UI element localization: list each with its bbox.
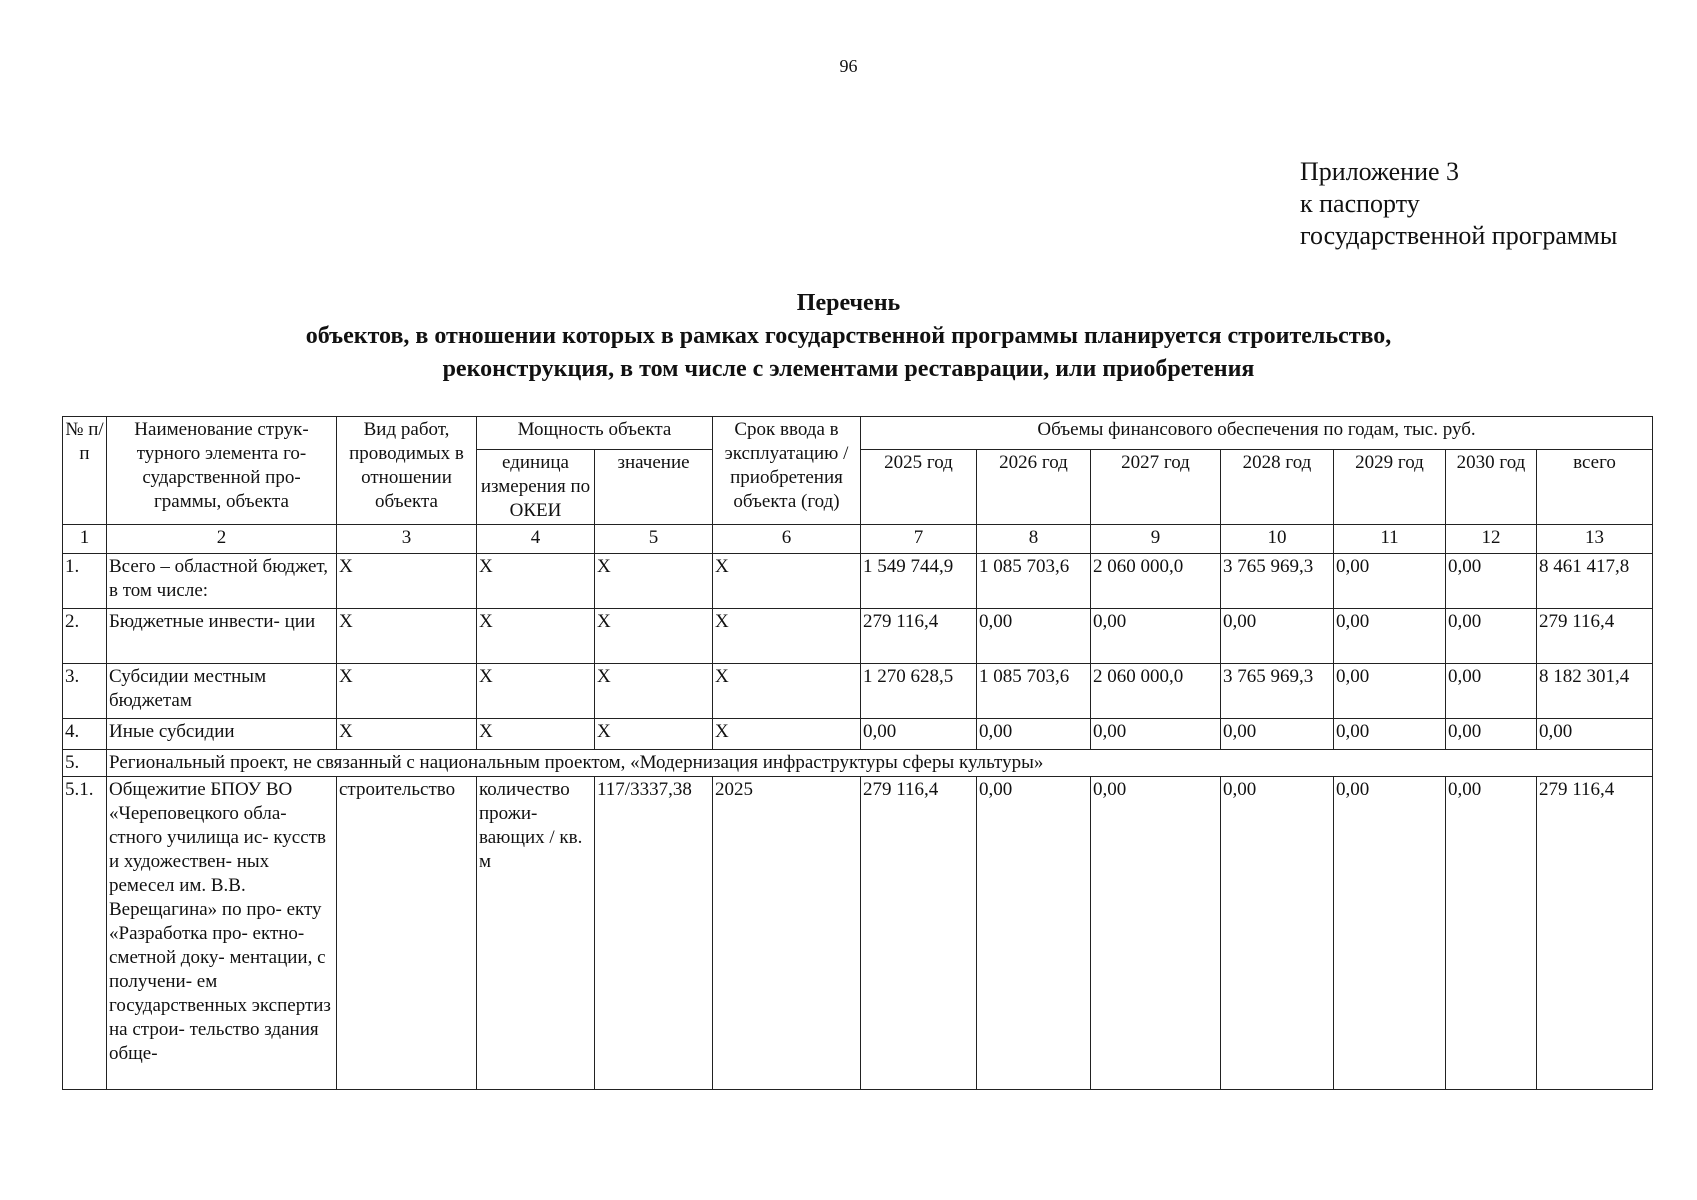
cell: X <box>477 554 595 609</box>
header-work-type: Вид работ, проводимых в отношении объекта <box>337 417 477 525</box>
cell-amount: 1 270 628,5 <box>861 664 977 719</box>
cell: X <box>595 554 713 609</box>
cell-no: 2. <box>63 609 107 664</box>
table-header-row <box>63 417 1653 450</box>
column-number: 10 <box>1221 525 1334 554</box>
header-2030: 2030 год <box>1446 450 1537 525</box>
cell-amount: 1 549 744,9 <box>861 554 977 609</box>
cell-no: 1. <box>63 554 107 609</box>
cell-no: 5. <box>63 750 107 777</box>
column-number: 4 <box>477 525 595 554</box>
header-2028: 2028 год <box>1221 450 1334 525</box>
cell-no: 4. <box>63 719 107 750</box>
table-row <box>63 609 1653 664</box>
cell-amount: 0,00 <box>1334 554 1446 609</box>
table-row <box>63 719 1653 750</box>
cell: X <box>595 664 713 719</box>
column-number: 5 <box>595 525 713 554</box>
cell-amount: 0,00 <box>977 609 1091 664</box>
cell-amount: 0,00 <box>1334 664 1446 719</box>
project-name: Региональный проект, не связанный с национальным проектом, «Модернизация инфраструктуры сферы культуры» <box>107 750 1653 777</box>
cell-amount: 8 182 301,4 <box>1537 664 1653 719</box>
column-numbers-row <box>63 525 1653 554</box>
cell-amount: 0,00 <box>1221 609 1334 664</box>
column-number: 7 <box>861 525 977 554</box>
cell-amount: 0,00 <box>1537 719 1653 750</box>
header-name: Наименование струк- турного элемента го- сударственной про- граммы, объекта <box>107 417 337 525</box>
title-line: Перечень <box>796 290 901 316</box>
appendix-line: к паспорту <box>1300 189 1420 218</box>
cell-amount: 0,00 <box>1446 664 1537 719</box>
header-2025: 2025 год <box>861 450 977 525</box>
cell-amount: 0,00 <box>1334 719 1446 750</box>
cell-amount: 2 060 000,0 <box>1091 554 1221 609</box>
object-name: Общежитие БПОУ ВО «Череповецкого обла- стного училища ис- кусств и художествен- ных ремесел им. В.В. Верещагина» по про- екту «Разработка про- ектно-сметной доку- ментации, с получени- ем государственных экспертиз на строи- тельство здания обще- <box>107 777 337 1090</box>
cell-amount: 0,00 <box>1446 609 1537 664</box>
cell: X <box>713 719 861 750</box>
header-2026: 2026 год <box>977 450 1091 525</box>
cell-work-type: строительство <box>337 777 477 1090</box>
cell: X <box>477 609 595 664</box>
column-number: 11 <box>1334 525 1446 554</box>
cell-term: 2025 <box>713 777 861 1090</box>
cell-amount: 279 116,4 <box>1537 609 1653 664</box>
table-row-project <box>63 750 1653 777</box>
cell-amount: 1 085 703,6 <box>977 554 1091 609</box>
cell-name: Иные субсидии <box>107 719 337 750</box>
cell: X <box>595 719 713 750</box>
cell-name: Субсидии местным бюджетам <box>107 664 337 719</box>
cell-amount: 3 765 969,3 <box>1221 664 1334 719</box>
column-number: 13 <box>1537 525 1653 554</box>
cell-amount: 279 116,4 <box>861 609 977 664</box>
cell: X <box>713 664 861 719</box>
header-total: всего <box>1537 450 1653 525</box>
cell: X <box>595 609 713 664</box>
column-number: 3 <box>337 525 477 554</box>
cell: X <box>337 609 477 664</box>
cell-amount: 0,00 <box>1446 554 1537 609</box>
cell-name: Бюджетные инвести- ции <box>107 609 337 664</box>
column-number: 1 <box>63 525 107 554</box>
cell-amount: 0,00 <box>1446 719 1537 750</box>
cell-amount: 0,00 <box>1334 609 1446 664</box>
document-title <box>0 287 1697 386</box>
column-number: 6 <box>713 525 861 554</box>
cell-amount: 0,00 <box>977 719 1091 750</box>
cell-unit: количество прожи- вающих / кв. м <box>477 777 595 1090</box>
table-row-object <box>63 777 1653 1090</box>
header-value: значение <box>595 450 713 525</box>
cell-amount: 8 461 417,8 <box>1537 554 1653 609</box>
cell-amount: 279 116,4 <box>861 777 977 1090</box>
table-row <box>63 554 1653 609</box>
cell: X <box>337 664 477 719</box>
cell-amount: 279 116,4 <box>1537 777 1653 1090</box>
column-number: 9 <box>1091 525 1221 554</box>
appendix-note <box>1300 156 1617 252</box>
column-number: 2 <box>107 525 337 554</box>
header-no: № п/п <box>63 417 107 525</box>
cell-no: 3. <box>63 664 107 719</box>
column-number: 12 <box>1446 525 1537 554</box>
title-line: реконструкция, в том числе с элементами реставрации, или приобретения <box>442 356 1255 382</box>
column-number: 8 <box>977 525 1091 554</box>
page-number: 96 <box>839 56 858 76</box>
cell-amount: 0,00 <box>1221 777 1334 1090</box>
cell: X <box>713 609 861 664</box>
cell: X <box>337 719 477 750</box>
objects-table <box>62 416 1653 1090</box>
header-term: Срок ввода в эксплуатацию / приобретения объекта (год) <box>713 417 861 525</box>
cell: X <box>477 664 595 719</box>
cell-name: Всего – областной бюджет, в том числе: <box>107 554 337 609</box>
cell-amount: 0,00 <box>1446 777 1537 1090</box>
header-capacity: Мощность объекта <box>477 417 713 450</box>
cell-amount: 3 765 969,3 <box>1221 554 1334 609</box>
cell-no: 5.1. <box>63 777 107 1090</box>
table-row <box>63 664 1653 719</box>
header-funding: Объемы финансового обеспечения по годам, тыс. руб. <box>861 417 1653 450</box>
appendix-line: государственной программы <box>1300 221 1618 250</box>
cell-amount: 0,00 <box>1334 777 1446 1090</box>
cell-amount: 0,00 <box>977 777 1091 1090</box>
cell: X <box>713 554 861 609</box>
header-2029: 2029 год <box>1334 450 1446 525</box>
header-2027: 2027 год <box>1091 450 1221 525</box>
appendix-line: Приложение 3 <box>1300 157 1460 186</box>
cell-value: 117/3337,38 <box>595 777 713 1090</box>
cell-amount: 0,00 <box>1091 719 1221 750</box>
cell-amount: 0,00 <box>1091 777 1221 1090</box>
cell-amount: 1 085 703,6 <box>977 664 1091 719</box>
cell-amount: 2 060 000,0 <box>1091 664 1221 719</box>
cell: X <box>477 719 595 750</box>
title-line: объектов, в отношении которых в рамках государственной программы планируется строительство, <box>305 323 1392 349</box>
header-unit: единица измерения по ОКЕИ <box>477 450 595 525</box>
cell-amount: 0,00 <box>1091 609 1221 664</box>
cell-amount: 0,00 <box>861 719 977 750</box>
cell: X <box>337 554 477 609</box>
cell-amount: 0,00 <box>1221 719 1334 750</box>
